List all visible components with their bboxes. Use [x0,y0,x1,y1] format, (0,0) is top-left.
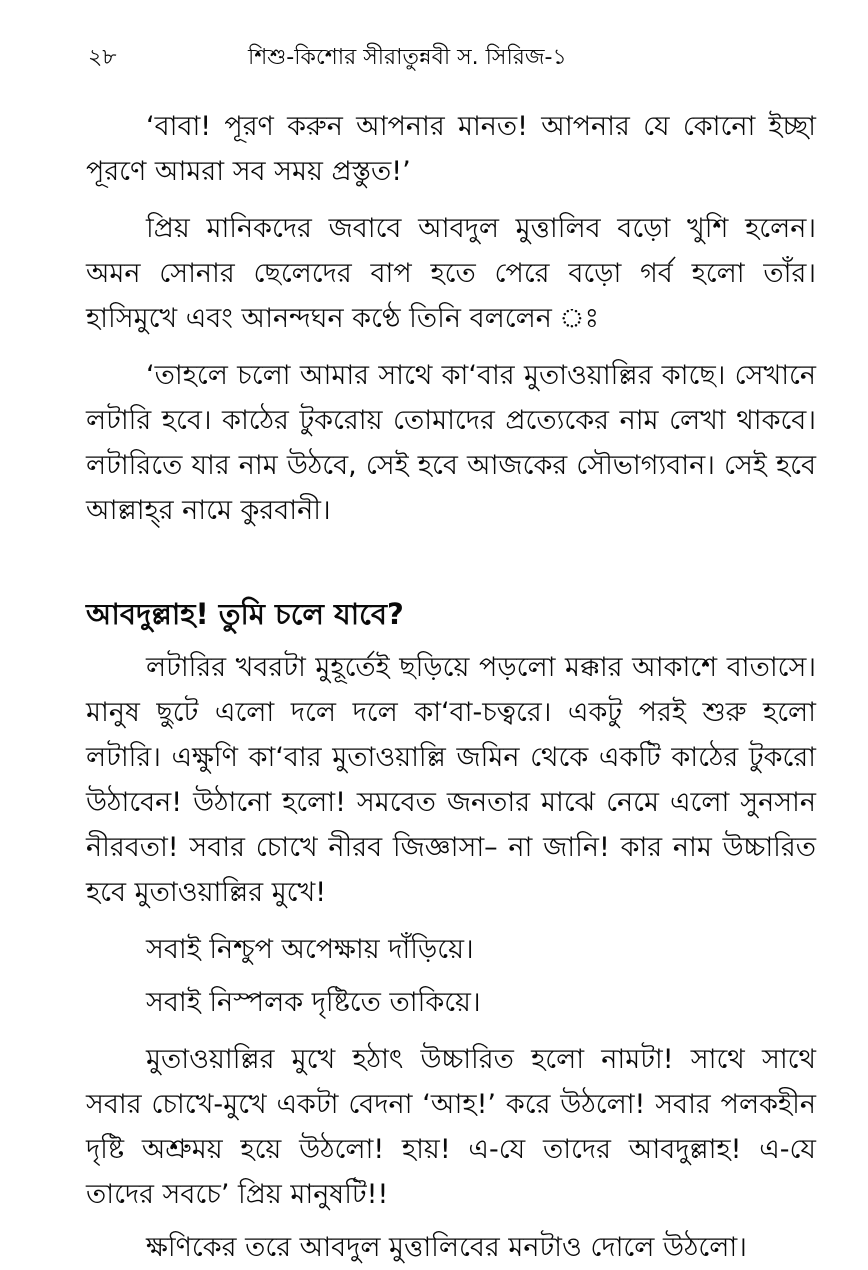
running-title: শিশু-কিশোর সীরাতুন্নবী স. সিরিজ-১ [248,45,567,70]
page-header [88,40,812,76]
paragraph: সবাই নিস্পলক দৃষ্টিতে তাকিয়ে। [146,987,481,1018]
paragraph: লটারির খবরটা মুহূর্তেই ছড়িয়ে পড়লো মক্কার আকাশে বাতাসে। মানুষ ছুটে এলো দলে দলে কা‘বা-চত্বরে। একটু পরই শুরু হলো লটারি। এক্ষুণি কা‘বার মুতাওয়াল্লি জমিন থেকে একটি কাঠের টুকরো উঠাবেন! উঠানো হলো! সমবেত জনতার মাঝে নেমে এলো সুনসান নীরবতা! সবার চোখে নীরব জিজ্ঞাসা– না জানি! কার নাম উচ্চারিত হবে মুতাওয়াল্লির মুখে! [86,652,816,908]
paragraph: প্রিয় মানিকদের জবাবে আবদুল মুত্তালিব বড়ো খুশি হলেন। অমন সোনার ছেলেদের বাপ হতে পেরে বড়ো গর্ব হলো তাঁর। হাসিমুখে এবং আনন্দঘন কণ্ঠে তিনি বললেন ঃ [86,213,816,334]
paragraph: ক্ষণিকের তরে আবদুল মুত্তালিবের মনটাও দোলে উঠলো। [146,1232,747,1263]
page-number: ২৮ [88,45,117,70]
section-heading: আবদুল্লাহ! তুমি চলে যাবে? [86,597,404,631]
paragraph: ‘তাহলে চলো আমার সাথে কা‘বার মুতাওয়াল্লির কাছে। সেখানে লটারি হবে। কাঠের টুকরোয় তোমাদের প্রত্যেকের নাম লেখা থাকবে। লটারিতে যার নাম উঠবে, সেই হবে আজকের সৌভাগ্যবান। সেই হবে আল্লাহ্‌র নামে কুরবানী। [86,360,816,526]
paragraph: সবাই নিশ্চুপ অপেক্ষায় দাঁড়িয়ে। [146,934,474,965]
paragraph: ‘বাবা! পূরণ করুন আপনার মানত! আপনার যে কোনো ইচ্ছা পূরণে আমরা সব সময় প্রস্তুত!’ [86,111,816,187]
paragraph: মুতাওয়াল্লির মুখে হঠাৎ উচ্চারিত হলো নামটা! সাথে সাথে সবার চোখে-মুখে একটা বেদনা ‘আহ!’ করে উঠলো! সবার পলকহীন দৃষ্টি অশ্রুময় হয়ে উঠলো! হায়! এ-যে তাদের আবদুল্লাহ! এ-যে তাদের সবচে’ প্রিয় মানুষটি!! [86,1044,816,1210]
page-body [86,104,816,1270]
